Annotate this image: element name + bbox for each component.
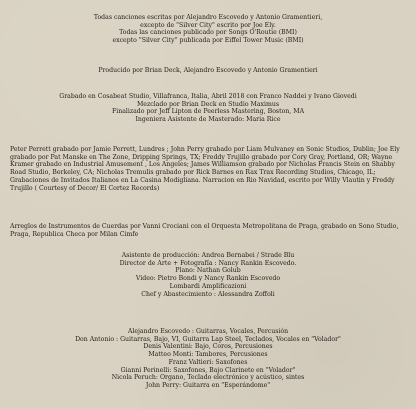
musician-credit-line: John Perry: Guitarra en "Esperándome" bbox=[145, 381, 271, 389]
recording-credit-line: Grabado en Cosabeat Studio, Villafranca, Italia, Abril 2018 con Franco Naddei y Ivano Giovedi bbox=[59, 93, 357, 100]
additional-recording-paragraph: Peter Perrett grabado por Jamie Perrett, Lundres ; John Perry grabado por Liam Mulvaney en Sonic Studios, Dublin; Joe Ely grabado por Pat Manske en The Zone, Dripping Springs, TX; Freddy Trujillo grabado por Cory Gray, Portland, OR; Wayne Kramer grabado en Industrial Amusement , Los Angeles; James Williamson grabado por Nicholas Francis Stein en Shabby Road Studio, Berkeley, CA; Nicholas Tremulis grabado por Rick Barnes en Rax Trax Recording Studios, Chicago, IL; Grabaciones de Invitados Italianos en La Casina Modigliana. Narracion en Rio Navidad, escrito por Willy Vlautin y Freddy Trujillo ( Courtesy of Decor/ El Cortez Records) bbox=[10, 146, 400, 192]
musician-credit-line: Gianni Perinelli: Saxofones, Bajo Clarinete en "Volador" bbox=[120, 366, 296, 374]
recording-credit-line: Mezclado por Brian Deck en Studio Maximus bbox=[136, 100, 280, 108]
staff-credit-line: Chef y Abastecimiento : Alessandra Zoffoli bbox=[141, 290, 275, 298]
musician-credit-line: Alejandro Escovedo : Guitarras, Vocales, Percusión bbox=[127, 328, 289, 335]
writing-credit-line: Todas las canciones publicado por Songs O'Routie (BMI) bbox=[119, 29, 297, 37]
musician-credit-line: Denis Valentini: Bajo, Coros, Percusiones bbox=[143, 343, 273, 351]
staff-credits bbox=[10, 252, 406, 298]
writing-credit-line: excepto "Silver City" publicada por Eiffel Tower Music (BMI) bbox=[112, 37, 304, 45]
strings-paragraph: Arreglos de Instrumentos de Cuerdas por Vanni Crociani con el Orquesta Metropolitana de Praga, grabado en Sono Studio, Praga, Republica Checa por Milan Cimfe bbox=[10, 223, 399, 238]
production-credit bbox=[10, 67, 406, 75]
musician-credits bbox=[10, 328, 406, 390]
writing-credit-line: excepto de "Silver City" escrito por Joe Ely. bbox=[140, 21, 276, 29]
musician-credit-line: Nicola Peruch: Organo, Teclado electrónico y acústico, sintes bbox=[111, 374, 305, 382]
staff-credit-line: Director de Arte + Fotografía : Nancy Rankin Escovedo. bbox=[119, 259, 297, 267]
strings-credit bbox=[10, 223, 406, 238]
recording-credits bbox=[10, 93, 406, 124]
production-credit-line: Producido por Brian Deck, Alejandro Escovedo y Antonio Gramentieri bbox=[98, 67, 318, 74]
musician-credit-line: Don Antonio : Guitarras, Bajo, VI, Guitarra Lap Steel, Teclados, Vocales en "Volador" bbox=[75, 335, 341, 343]
writing-credit-line: Todas canciones escritas por Alejandro Escovedo y Antonio Gramentieri, bbox=[93, 14, 323, 21]
staff-credit-line: Asistente de producción: Andrea Bernabei / Strade Blu bbox=[121, 252, 295, 259]
musician-credit-line: Franz Valtieri: Saxofones bbox=[168, 358, 248, 366]
writing-credits bbox=[10, 14, 406, 45]
recording-credit-line: Finalizado por Jeff Lipton de Peerless Mastering, Boston, MA bbox=[111, 108, 305, 116]
musician-credit-line: Matteo Monti: Tambores, Percusiones bbox=[148, 351, 268, 359]
staff-credit-line: Lombardi Amplificazioni bbox=[169, 282, 247, 290]
additional-recording-credits bbox=[10, 146, 406, 192]
staff-credit-line: Video: Pietro Bondi y Nancy Rankin Escovedo bbox=[135, 275, 281, 283]
recording-credit-line: Ingeniera Asistente de Masterado: Maria Rice bbox=[135, 116, 281, 124]
staff-credit-line: Plano: Nathan Golub bbox=[175, 267, 241, 275]
